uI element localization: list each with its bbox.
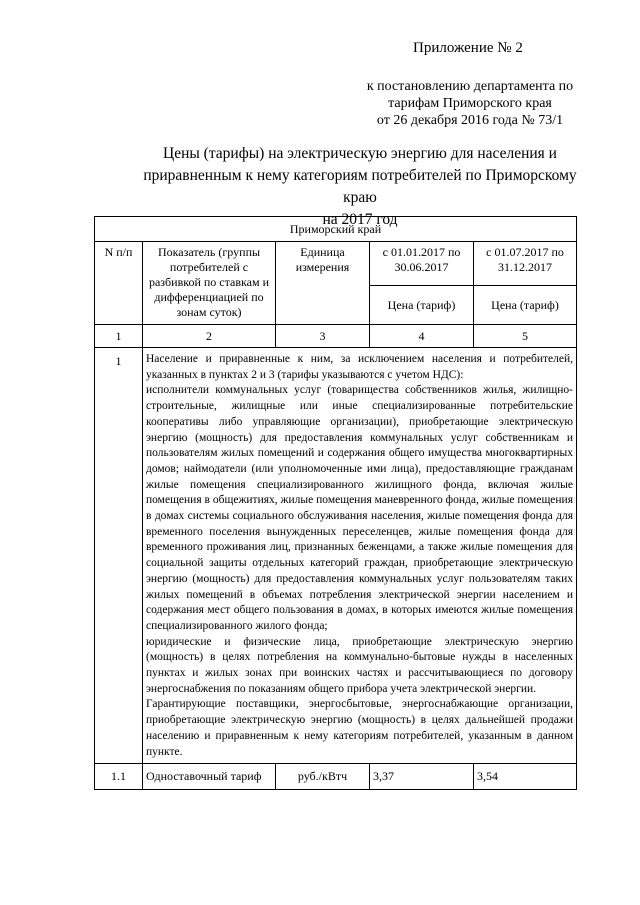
title-line: приравненным к нему категориям потребителей по Приморскому краю [143,167,577,206]
header-period-2: с 01.07.2017 по 31.12.2017 [474,242,577,286]
appendix-label: Приложение № 2 [413,40,523,56]
resolution-line: тарифам Приморского края [388,96,552,111]
row-1-1-price-1: 3,37 [370,764,474,790]
row-1-1-number: 1.1 [95,764,143,790]
tariff-table [94,216,577,790]
header-price-2: Цена (тариф) [474,286,577,325]
row-1-1-name: Одноставочный тариф [143,764,276,790]
description-paragraph: Население и приравненные к ним, за исключением населения и потребителей, указанных в пунктах 2 и 3 (тарифы указываются с учетом НДС): [146,353,573,381]
column-number: 4 [370,325,474,348]
title-line: Цены (тарифы) на электрическую энергию для населения и [163,145,557,162]
header-unit: Единица измерения [276,242,370,325]
column-number: 1 [95,325,143,348]
header-num: N п/п [95,242,143,325]
description-paragraph: юридические и физические лица, приобретающие электрическую энергию (мощность) в целях потребления на коммунально-бытовые нужды в населенных пунктах и жилых зонах при воинских частях и рассчитывающиеся по договору энергоснабжения по показаниям общего прибора учета электрической энергии. [146,635,573,695]
row-1-1-price-2: 3,54 [474,764,577,790]
row-1-number: 1 [95,348,143,764]
resolution-line: к постановлению департамента по [366,79,574,94]
description-paragraph: исполнители коммунальных услуг (товарищества собственников жилья, жилищно-строительные, жилищные или иные специализированные потребительские кооперативы либо управляющие организации), приобретающие электрическую энергию (мощность) для предоставления коммунальных услуг собственникам и пользователям жилых помещений и содержания общего имущества многоквартирных домов; наймодатели (или уполномоченные ими лица), предоставляющие гражданам жилые помещения специализированного жилищного фонда, включая жилые помещения в общежитиях, жилые помещения маневренного фонда, жилые помещения в домах системы социального обслуживания населения, жилые помещения фонда для временного поселения вынужденных переселенцев, жилые помещения фонда для временного проживания лиц, признанных беженцами, а также жилые помещения для социальной защиты отдельных категорий граждан, приобретающие электрическую энергию (мощность) для предоставления коммунальных услуг пользователям таких жилых помещений в объемах потребления электрической энергии населением и содержания мест общего пользования в домах, в которых имеются жилые помещения специализированного жилого фонда; [146,384,573,632]
region-header: Приморский край [95,217,577,242]
header-price-1: Цена (тариф) [370,286,474,325]
column-number: 5 [474,325,577,348]
column-number: 2 [143,325,276,348]
header-period-1: с 01.01.2017 по 30.06.2017 [370,242,474,286]
row-1-description [143,348,577,764]
column-number: 3 [276,325,370,348]
row-1-1-unit: руб./кВтч [276,764,370,790]
resolution-line: от 26 декабря 2016 года № 73/1 [376,113,564,128]
header-indicator: Показатель (группы потребителей с разбивкой по ставкам и дифференциацией по зонам суток) [143,242,276,325]
description-paragraph: Гарантирующие поставщики, энергосбытовые, энергоснабжающие организации, приобретающие электрическую энергию (мощность) в целях дальнейшей продажи населению и приравненным к нему категориям потребителей, указанным в данном пункте. [146,698,573,758]
resolution-reference [345,78,595,129]
title-line: на 2017 год [322,211,398,228]
